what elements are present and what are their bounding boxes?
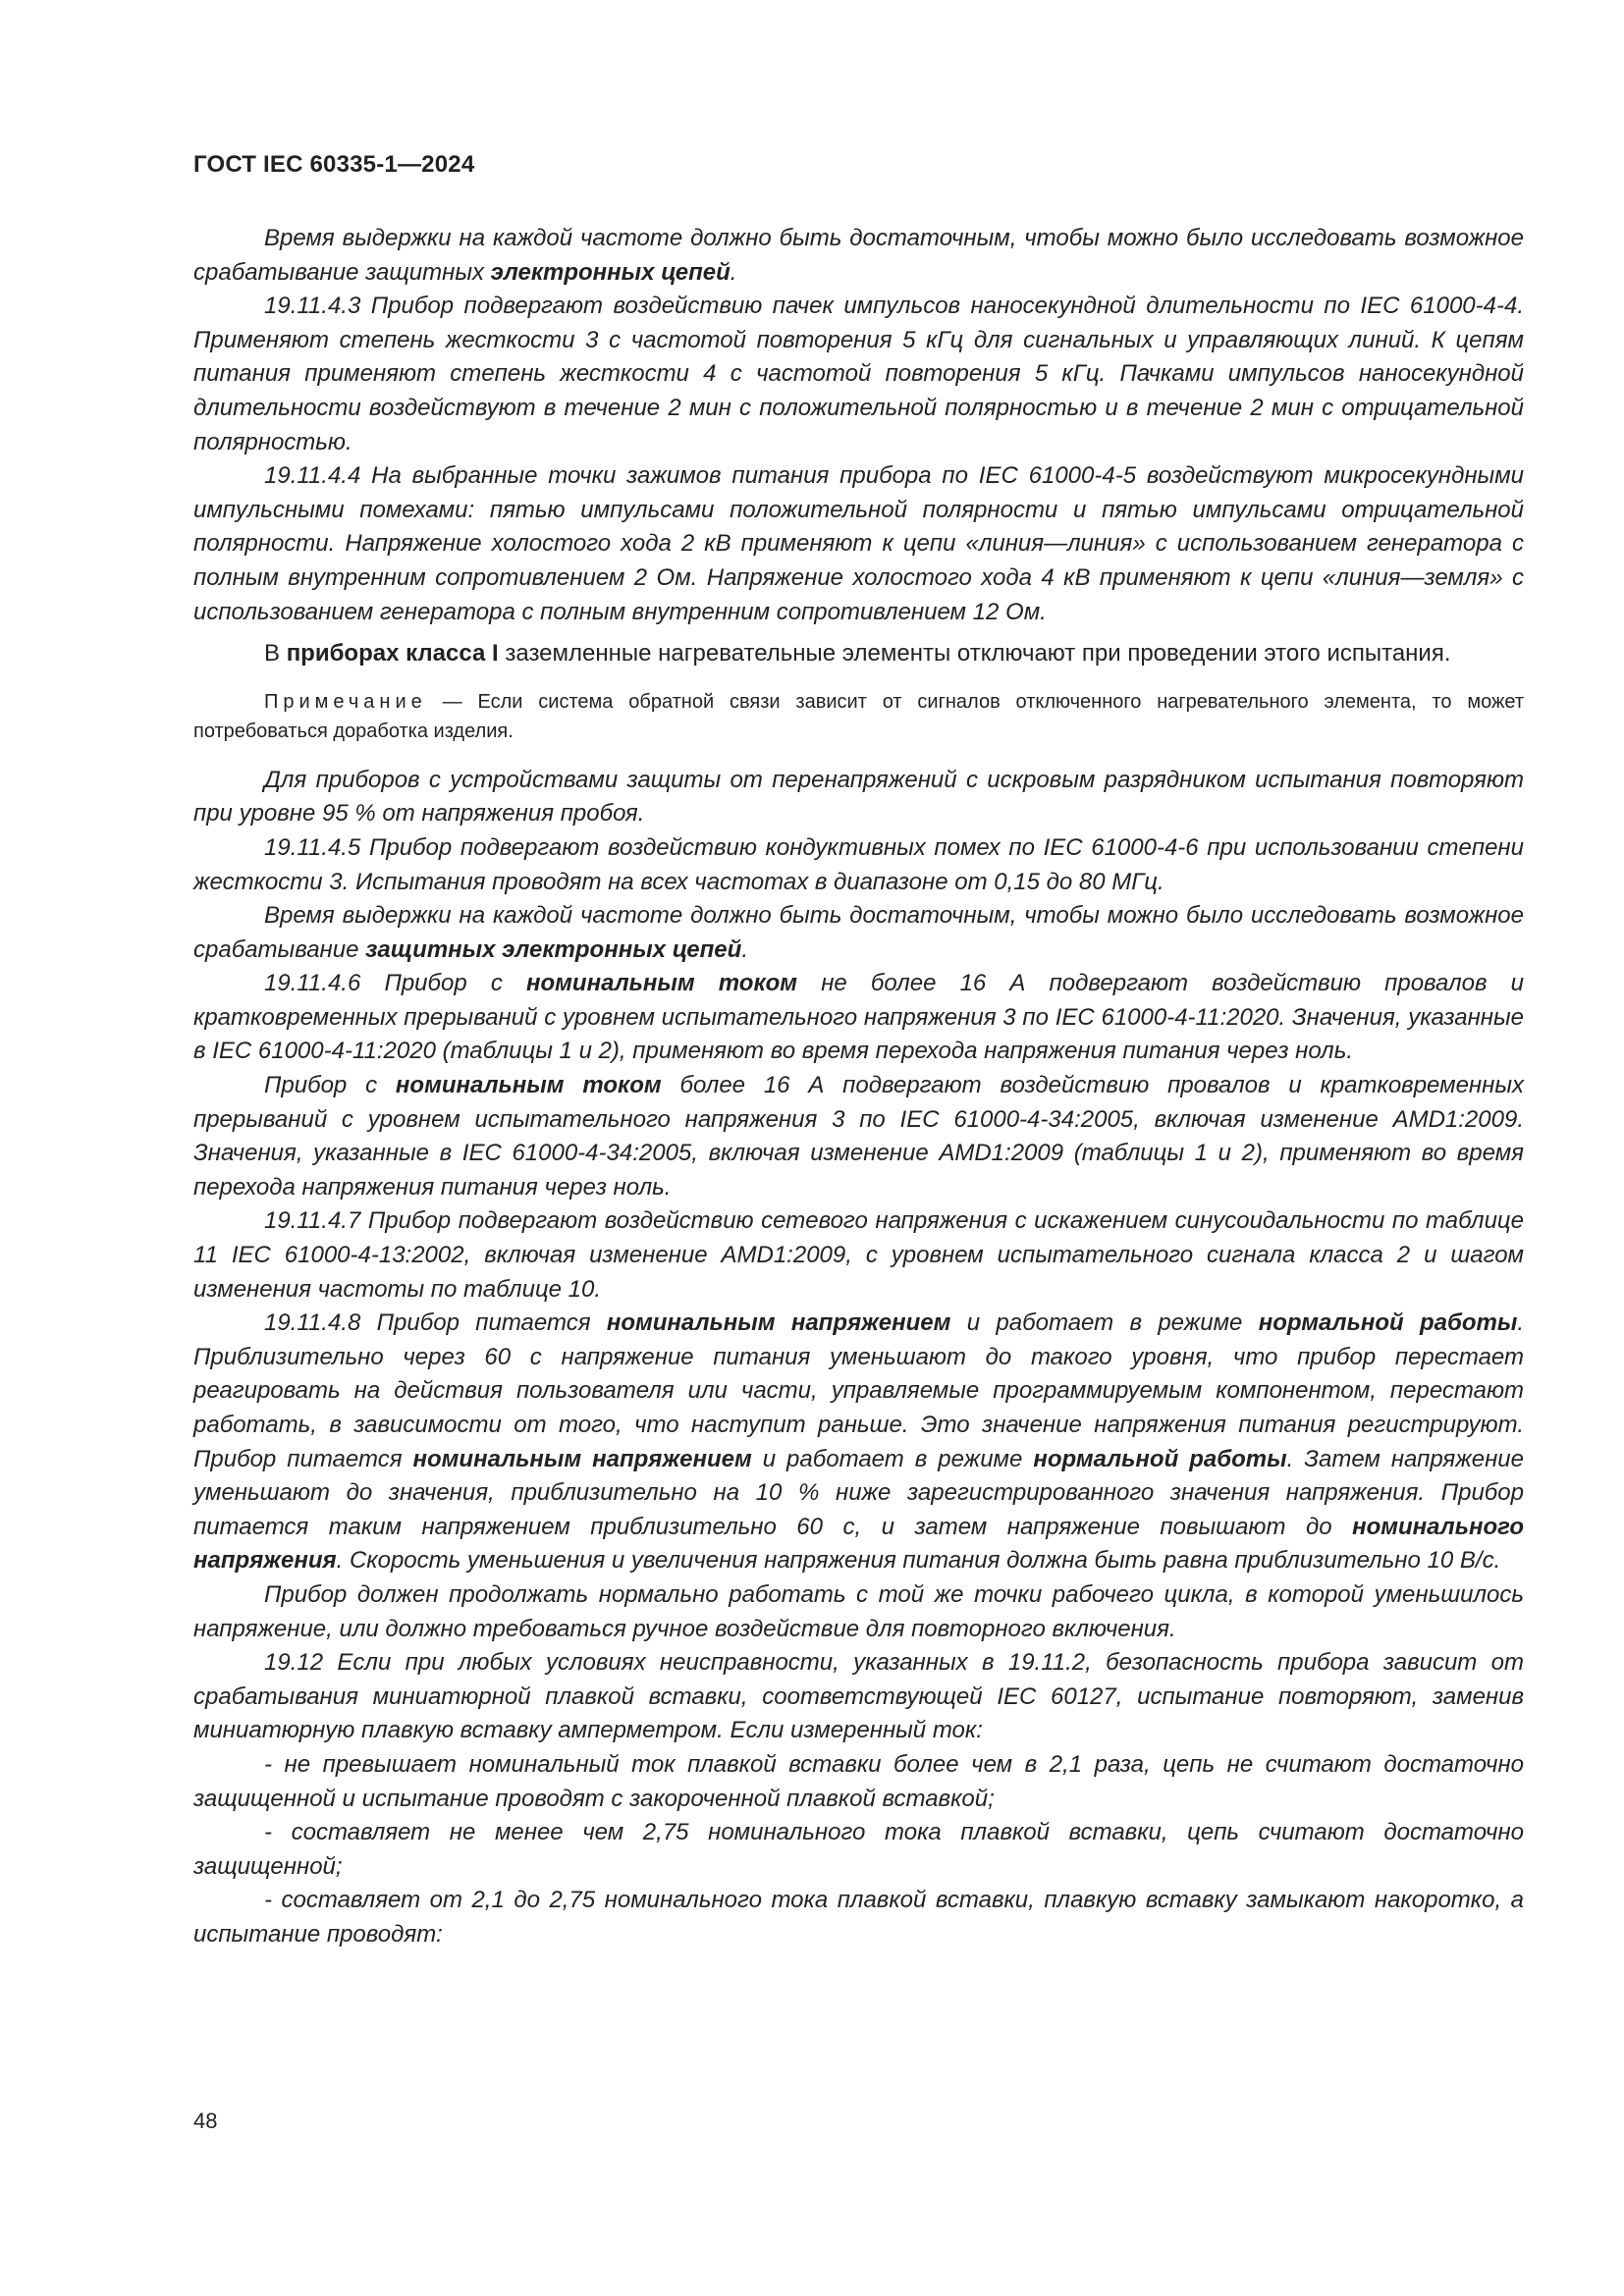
text-run: . [741, 935, 748, 963]
text-run: 19.11.4.7 Прибор подвергают воздействию сетевого напряжения с искажением синусоидальности по таблице 11 IEC 61000-4-13:2002, включая изменение AMD1:2009, с уровнем испытательного сигнала класса 2 и шагом изменения частоты по таблице 10. [193, 1207, 1524, 1303]
text-run: . Приблизительно через 60 с напряжение питания уменьшают до такого уровня, что прибор перестает реагировать на действия пользователя или части, управляемые программируемым компонентом, перестают работать, в зависимости от того, что наступит раньше. Это значение напряжения питания регистрируют. Прибор питается [193, 1309, 1525, 1472]
defined-term: номинальным напряжением [412, 1445, 752, 1472]
paragraph [193, 1307, 1524, 1578]
defined-term: номинальным током [526, 970, 798, 997]
paragraph [193, 1816, 1524, 1884]
paragraph [193, 1204, 1524, 1307]
text-run: . Скорость уменьшения и увеличения напряжения питания должна быть равна приблизительно 10 В/с. [336, 1547, 1501, 1575]
defined-term: номинальным напряжением [606, 1309, 951, 1337]
defined-term: нормальной работы [1258, 1309, 1518, 1337]
text-run: . [730, 258, 737, 286]
text-run: 19.11.4.6 Прибор с [264, 970, 527, 997]
text-run: 19.11.4.3 Прибор подвергают воздействию пачек импульсов наносекундной длительности по IEC 61000-4-4. Применяют степень жесткости 3 с частотой повторения 5 кГц для сигнальных и управляющих линий. К цепям питания применяют степень жесткости 4 с частотой повторения 5 кГц. Пачками импульсов наносекундной длительности воздействуют в течение 2 мин с положительной полярностью и в течение 2 мин с отрицательной полярностью. [193, 293, 1524, 455]
paragraph [193, 831, 1524, 899]
defined-term: нормальной работы [1033, 1445, 1287, 1472]
note-label: Примечание [264, 690, 427, 713]
paragraph [193, 1884, 1524, 1951]
text-run: и работает в режиме [751, 1445, 1034, 1472]
paragraph [193, 1578, 1524, 1646]
text-run: более 16 А подвергают воздействию провалов и кратковременных прерываний с уровнем испытательного напряжения 3 по IEC 61000-4-34:2005, включая изменение AMD1:2009. Значения, указанные в IEC 61000-4-34:2005, включая изменение AMD1:2009 (таблицы 1 и 2), применяют во время перехода напряжения питания через ноль. [193, 1072, 1525, 1201]
page-number: 48 [193, 2109, 218, 2133]
paragraph [193, 1748, 1524, 1816]
text-run: — Если система обратной связи зависит от сигналов отключенного нагревательного элемента, то может потребоваться доработка изделия. [193, 690, 1524, 742]
text-run: . Затем напряжение уменьшают до значения, приблизительно на 10 % ниже зарегистрированного значения напряжения. Прибор питается таким напряжением приблизительно 60 с, и затем напряжение повышают до [193, 1445, 1525, 1540]
text-run: заземленные нагревательные элементы отключают при проведении этого испытания. [498, 640, 1451, 667]
text-run: - составляет от 2,1 до 2,75 номинального тока плавкой вставки, плавкую вставку замыкают накоротко, а испытание проводят: [193, 1887, 1524, 1948]
paragraph [193, 967, 1524, 1069]
text-run: и работает в режиме [950, 1309, 1259, 1337]
paragraph [193, 637, 1524, 671]
paragraph [193, 290, 1524, 459]
note-paragraph [193, 687, 1524, 746]
defined-term: номинального напряжения [193, 1513, 1524, 1575]
text-run: Время выдержки на каждой частоте должно быть достаточным, чтобы можно было исследовать возможное срабатывание [193, 902, 1524, 963]
paragraph [193, 1646, 1524, 1748]
text-run: Для приборов с устройствами защиты от перенапряжений с искровым разрядником испытания повторяют при уровне 95 % от напряжения пробоя. [193, 766, 1524, 828]
text-run: 19.11.4.8 Прибор питается [264, 1309, 607, 1337]
paragraph [193, 764, 1524, 831]
text-run: Прибор с [264, 1072, 396, 1099]
defined-term: приборах класса I [286, 640, 499, 667]
text-run: не более 16 А подвергают воздействию провалов и кратковременных прерываний с уровнем испытательного напряжения 3 по IEC 61000-4-11:2020. Значения, указанные в IEC 61000-4-11:2020 (таблицы 1 и 2), применяют во время перехода напряжения питания через ноль. [193, 970, 1525, 1065]
text-run: - не превышает номинальный ток плавкой вставки более чем в 2,1 раза, цепь не считают достаточно защищенной и испытание проводят с закороченной плавкой вставкой; [193, 1750, 1524, 1812]
paragraph [193, 1069, 1524, 1204]
text-run: Прибор должен продолжать нормально работать с той же точки рабочего цикла, в которой уменьшилось напряжение, или должно требоваться ручное воздействие для повторного включения. [193, 1580, 1524, 1642]
text-run: 19.11.4.5 Прибор подвергают воздействию кондуктивных помех по IEC 61000-4-6 при использовании степени жесткости 3. Испытания проводят на всех частотах в диапазоне от 0,15 до 80 МГц. [193, 833, 1524, 895]
text-run: 19.11.4.4 На выбранные точки зажимов питания прибора по IEC 61000-4-5 воздействуют микросекундными импульсными помехами: пятью импульсами положительной полярности и пятью импульсами отрицательной полярности. Напряжение холостого хода 2 кВ применяют к цепи «линия—линия» с использованием генератора с полным внутренним сопротивлением 2 Ом. Напряжение холостого хода 4 кВ применяют к цепи «линия—земля» с использованием генератора с полным внутренним сопротивлением 12 Ом. [193, 462, 1524, 625]
text-run: Время выдержки на каждой частоте должно быть достаточным, чтобы можно было исследовать возможное срабатывание защитных [193, 225, 1524, 286]
paragraph [193, 222, 1524, 290]
page-header-title: ГОСТ IEC 60335-1—2024 [193, 151, 475, 178]
text-run: 19.12 Если при любых условиях неисправности, указанных в 19.11.2, безопасность прибора зависит от срабатывания миниатюрной плавкой вставки, соответствующей IEC 60127, испытание повторяют, заменив миниатюрную плавкую вставку амперметром. Если измеренный ток: [193, 1649, 1524, 1744]
text-run: - составляет не менее чем 2,75 номинального тока плавкой вставки, цепь считают достаточно защищенной; [193, 1819, 1524, 1880]
body-text [193, 222, 1524, 1952]
defined-term: электронных цепей [490, 258, 731, 286]
defined-term: защитных электронных цепей [365, 935, 742, 963]
text-run: В [264, 640, 287, 667]
defined-term: номинальным током [395, 1072, 662, 1099]
paragraph [193, 899, 1524, 967]
paragraph [193, 459, 1524, 629]
